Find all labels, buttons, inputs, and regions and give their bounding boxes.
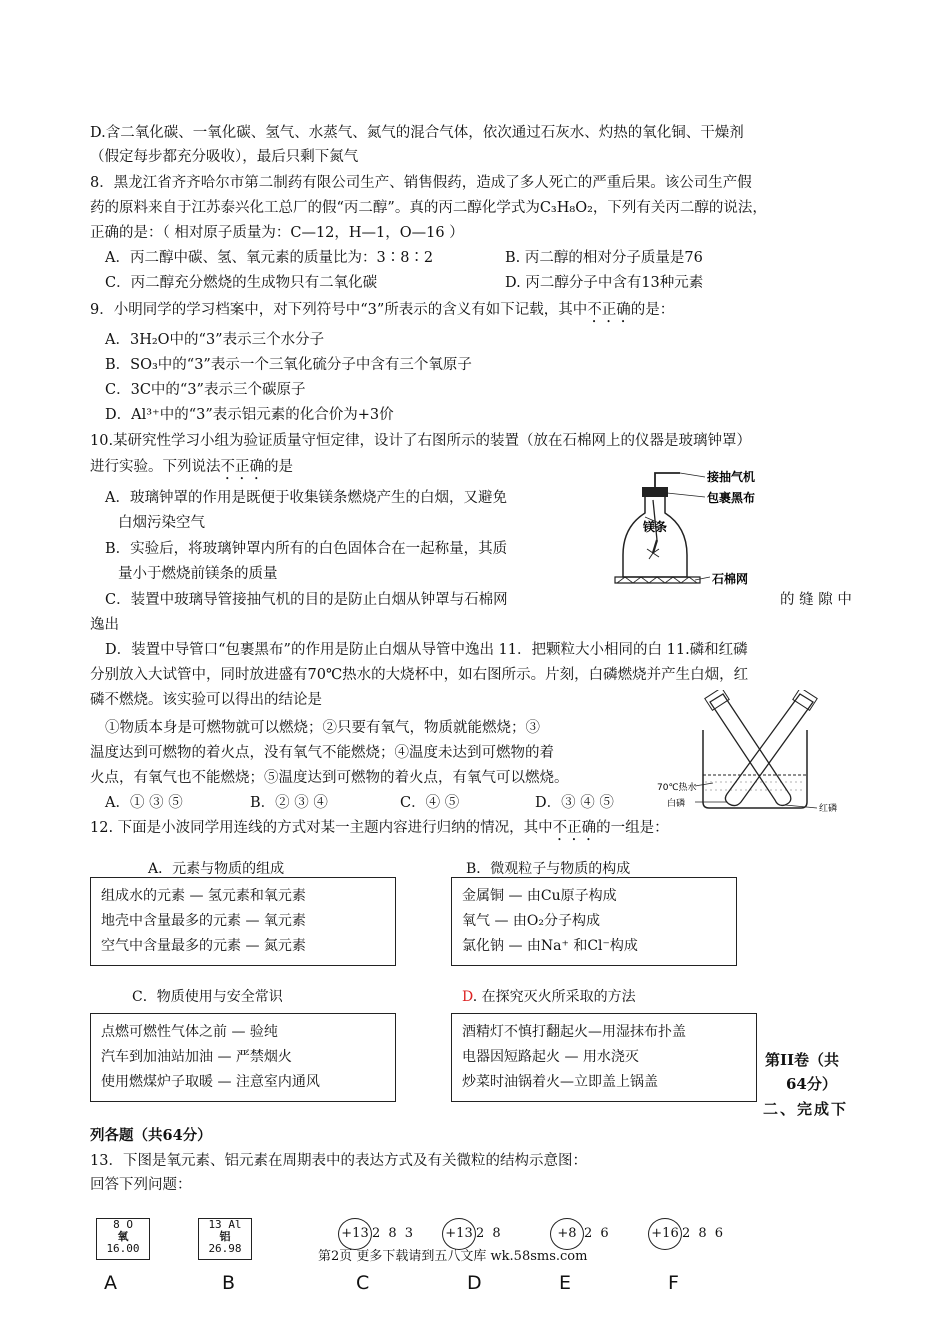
q10-option-c-line1: C．装置中玻璃导管接抽气机的目的是防止白烟从钟罩与石棉网 [105, 592, 508, 608]
q9-option-b: B．SO₃中的“3”表示一个三氧化硫分子中含有三个氧原子 [105, 357, 472, 373]
q11-conclusion-line3: 火点，有氧气也不能燃烧；⑤温度达到可燃物的着火点，有氧气可以燃烧。 [90, 770, 569, 786]
q12-d-box [451, 1013, 757, 1102]
q8-stem-line1: 8．黑龙江省齐齐哈尔市第二制药有限公司生产、销售假药，造成了多人死亡的严重后果。该公司生产假 [90, 175, 752, 191]
label-hot-water: 70℃热水 [657, 783, 697, 793]
atom-diagram-f: +16 2 8 6 [648, 1218, 725, 1250]
q12-a-title: A．元素与物质的组成 [148, 861, 285, 877]
q9-option-c: C．3C中的“3”表示三个碳原子 [105, 382, 306, 398]
q12-a-box [90, 877, 396, 966]
q9-stem: 9．小明同学的学习档案中，对下列符号中“3”所表示的含义有如下记载，其中不正确的是： [90, 302, 675, 318]
q8-option-b: B. 丙二醇的相对分子质量是76 [505, 250, 703, 266]
q12-c-line: 点燃可燃性气体之前 — 验纯 [101, 1024, 278, 1040]
q10-option-b-line2: 量小于燃烧前镁条的质量 [118, 566, 278, 582]
q9-option-a: A．3H₂O中的“3”表示三个水分子 [105, 332, 325, 348]
label-mg: 镁条 [643, 520, 668, 534]
diagram-label-a: A [104, 1272, 117, 1294]
q12-d-line: 酒精灯不慎打翻起火—用湿抹布扑盖 [462, 1024, 686, 1040]
label-red-phosphorus: 红磷 [819, 804, 838, 814]
q12-d-title: D. 在探究灭火所采取的方法 [462, 989, 636, 1005]
q12-b-box [451, 877, 737, 966]
bell-jar-diagram [605, 465, 835, 590]
q12-c-line: 汽车到加油站加油 — 严禁烟火 [101, 1049, 292, 1065]
beaker-diagram [655, 690, 855, 820]
label-net: 石棉网 [712, 572, 749, 586]
q10-option-d-line1: D．装置中导管口“包裹黑布”的作用是防止白烟从导管中逸出 11．把颗粒大小相同的白 11.磷和红磷 [105, 642, 748, 658]
q12-b-line: 氧气 — 由O₂分子构成 [462, 913, 600, 929]
q11-option-c: C．④ ⑤ [400, 795, 460, 811]
q11-option-b: B．② ③ ④ [250, 795, 328, 811]
element-cell-aluminum: 13 Al 铝 26.98 [198, 1218, 252, 1260]
q12-b-title: B．微观粒子与物质的构成 [466, 861, 631, 877]
label-pump: 接抽气机 [707, 470, 756, 484]
q12-c-line: 使用燃煤炉子取暖 — 注意室内通风 [101, 1074, 320, 1090]
element-cell-oxygen: 8 O 氧 16.00 [96, 1218, 150, 1260]
diagram-label-d: D [467, 1272, 482, 1294]
diagram-label-c: C [356, 1272, 370, 1294]
q10-option-a-line2: 白烟污染空气 [118, 515, 205, 531]
q8-option-a: A．丙二醇中碳、氢、氧元素的质量比为：3∶8∶2 [105, 250, 434, 266]
q9-option-d: D．Al³⁺中的“3”表示铝元素的化合价为+3价 [105, 407, 394, 423]
q12-d-line: 电器因短路起火 — 用水浇灭 [462, 1049, 639, 1065]
diagram-label-f: F [668, 1272, 679, 1294]
q12-d-line: 炒菜时油锅着火—立即盖上锅盖 [462, 1074, 658, 1090]
atom-diagram-e: +8 2 6 [550, 1218, 611, 1250]
part2-title-4: 列各题（共64分） [90, 1127, 212, 1144]
q10-option-c-right: 的 缝 隙 中 [780, 592, 852, 608]
q8-option-c: C．丙二醇充分燃烧的生成物只有二氧化碳 [105, 275, 378, 291]
q7-option-d-line1: D.含二氧化碳、一氧化碳、氢气、水蒸气、氮气的混合气体，依次通过石灰水、灼热的氧化铜、干燥剂 [90, 125, 744, 141]
q12-a-line: 地壳中含量最多的元素 — 氧元素 [101, 913, 306, 929]
q13-stem: 13．下图是氧元素、铝元素在周期表中的表达方式及有关微粒的结构示意图： [90, 1153, 587, 1169]
q11-conclusion-line2: 温度达到可燃物的着火点，没有氧气不能燃烧；④温度未达到可燃物的着 [90, 745, 554, 761]
q12-stem: 12. 下面是小波同学用连线的方式对某一主题内容进行归纳的情况，其中不正确的一组是： [90, 820, 669, 836]
part2-title-2: 64分） [786, 1075, 837, 1093]
q13-sub: 回答下列问题： [90, 1177, 192, 1193]
q8-option-d: D. 丙二醇分子中含有13种元素 [505, 275, 704, 291]
q10-option-b-line1: B．实验后，将玻璃钟罩内所有的白色固体合在一起称量，其质 [105, 541, 508, 557]
page-footer: 第2页 更多下载请到五八文库 wk.58sms.com [318, 1249, 588, 1264]
label-cloth: 包裹黑布 [707, 491, 756, 505]
q12-b-line: 金属铜 — 由Cu原子构成 [462, 888, 617, 904]
q8-stem-line2: 药的原料来自于江苏泰兴化工总厂的假“丙二醇”。真的丙二醇化学式为C₃H₈O₂，下列有关丙二醇的说法， [90, 200, 767, 216]
q12-a-line: 组成水的元素 — 氢元素和氧元素 [101, 888, 306, 904]
label-white-phosphorus: 白磷 [667, 799, 686, 809]
q11-option-a: A．① ③ ⑤ [105, 795, 183, 811]
q10-option-a-line1: A．玻璃钟罩的作用是既便于收集镁条燃烧产生的白烟，又避免 [105, 490, 507, 506]
q11-stem-line1: 分别放入大试管中，同时放进盛有70℃热水的大烧杯中，如右图所示。片刻，白磷燃烧并产生白烟，红 [90, 667, 749, 683]
q12-c-box [90, 1013, 396, 1102]
q10-option-c-line2: 逸出 [90, 617, 119, 633]
q7-option-d-line2: （假定每步都充分吸收），最后只剩下氮气 [90, 149, 359, 165]
q10-stem-line1: 10.某研究性学习小组为验证质量守恒定律，设计了右图所示的装置（放在石棉网上的仪器是玻璃钟罩） [90, 433, 752, 449]
part2-title-3: 二、完成下 [763, 1100, 849, 1118]
atom-diagram-d: +13 2 8 [442, 1218, 503, 1250]
diagram-label-b: B [222, 1272, 236, 1294]
part2-title-1: 第II卷（共 [765, 1051, 840, 1069]
q8-stem-line3: 正确的是：（ 相对原子质量为：C—12，H—1，O—16 ） [90, 225, 464, 241]
q10-stem-line2: 进行实验。下列说法不正确的是 [90, 459, 293, 475]
q11-stem-line2: 磷不燃烧。该实验可以得出的结论是 [90, 692, 322, 708]
diagram-label-e: E [559, 1272, 572, 1294]
q11-conclusion-line1: ①物质本身是可燃物就可以燃烧；②只要有氧气，物质就能燃烧；③ [105, 720, 540, 736]
q12-a-line: 空气中含量最多的元素 — 氮元素 [101, 938, 306, 954]
atom-diagram-c: +13 2 8 3 [338, 1218, 415, 1250]
q12-c-title: C．物质使用与安全常识 [132, 989, 283, 1005]
q12-b-line: 氯化钠 — 由Na⁺ 和Cl⁻构成 [462, 938, 638, 954]
q11-option-d: D．③ ④ ⑤ [535, 795, 614, 811]
